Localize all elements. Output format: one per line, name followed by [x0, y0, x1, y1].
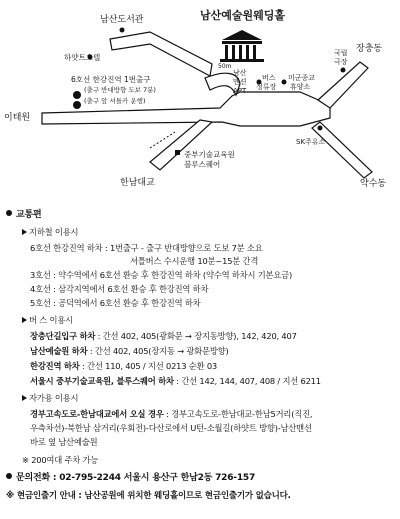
theater-dot	[341, 68, 346, 73]
wedding-hall-icon	[220, 30, 264, 62]
subway-title: 지하철 이용시	[22, 227, 78, 238]
map-label: APT	[233, 87, 247, 95]
map-label: 장충동	[356, 44, 383, 54]
map-title: 남산예술원웨딩홀	[200, 9, 286, 22]
subway-line: 3호선 : 약수역에서 6호선 환승 후 한강진역 하차 (약수역 하차시 기본요금)	[30, 270, 293, 280]
car-line: 경부고속도로-한남대교에서 오실 경우 : 경부고속도로-한남대교-한남5거리(직진,	[30, 409, 313, 419]
bullet-icon	[6, 473, 12, 479]
library-dot	[120, 28, 125, 33]
road-yaksu	[312, 122, 372, 178]
church-dot	[282, 80, 287, 85]
map-label: 중부기술교육원	[184, 150, 235, 159]
map-label: 6호선 한강진역 1번출구	[71, 75, 151, 84]
subway-line: 셔틀버스 수시운행 10분~15분 간격	[130, 256, 259, 266]
subway-line: 6호선 한강진역 하차 : 1번출구 - 출구 반대방향으로 도보 7분 소요	[30, 243, 263, 253]
map-label: 맨션	[233, 78, 247, 86]
car-title: 자가용 이용시	[22, 393, 78, 404]
road-sowol	[110, 32, 212, 76]
bullet-icon	[6, 210, 12, 216]
subway-icon	[73, 91, 81, 99]
map-label: 블루스퀘어	[184, 160, 221, 169]
map-label: 미군종교	[288, 74, 316, 82]
bus-title: 버 스 이용시	[22, 315, 73, 326]
map-label: 휴양소	[290, 83, 311, 91]
traffic-title: 교통편	[6, 210, 41, 221]
subway-icon-2	[73, 101, 81, 109]
map-label: SK주유소	[296, 138, 326, 146]
school-marker	[175, 150, 180, 155]
map-label: 국립	[334, 49, 348, 57]
subway-line: 4호선 : 삼각지역에서 6호선 환승 후 한강진역 하차	[30, 284, 209, 294]
bus-line: 한강진역 하차 : 간선 110, 405 / 지선 0213 순환 03	[30, 361, 217, 371]
triangle-icon	[22, 395, 27, 401]
map-label: 약수동	[360, 179, 387, 189]
phone-info: 문의전화 : 02-795-2244 서울시 용산구 한남2동 726-157	[6, 473, 255, 484]
bus-line: 장충단길입구 하차 : 간선 402, 405(광화문 → 장지동방향), 142, 420, 407	[30, 331, 297, 341]
map-label: (출구 앞 셔틀카 운행)	[84, 97, 146, 105]
map-label: 한남대교	[120, 178, 155, 188]
bus-line: 서울시 중부기술교육원, 블루스퀘어 하차 : 간선 142, 144, 407, 408 / 지선 6211	[30, 376, 321, 386]
location-map	[0, 0, 400, 200]
parking-note: ※ 200여대 주차 가능	[22, 455, 99, 465]
map-label: 하얏트호텔	[64, 53, 101, 62]
map-label: (출구 반대방향 도보 7분)	[84, 86, 156, 94]
subway-line: 5호선 : 공덕역에서 6호선 환승 후 한강진역 하차	[30, 298, 201, 308]
triangle-icon	[22, 229, 27, 235]
atm-note: ※ 현금인출기 안내 : 남산공원에 위치한 웨딩홀이므로 현금인출기가 없습니다.	[6, 491, 291, 501]
map-label: 극장	[334, 58, 348, 66]
car-line: 바로 옆 남산예술원	[30, 437, 98, 447]
bus-line: 남산예술원 하차 : 간선 402, 405(장지동 → 광화문방향)	[30, 346, 229, 356]
map-label: 남산도서관	[100, 15, 144, 25]
triangle-icon	[22, 317, 27, 323]
map-label: 정류장	[256, 83, 277, 91]
map-label: 버스	[262, 74, 276, 82]
sk-dot	[318, 126, 323, 131]
map-label: 50m	[218, 63, 232, 70]
car-line: 우측차선)-북한남 삼거리(우회전)-다산로에서 U턴-소월길(하얏트 방향)-남산맨션	[30, 423, 312, 433]
map-label: 이태원	[4, 113, 31, 123]
map-label: 남산	[233, 69, 247, 77]
